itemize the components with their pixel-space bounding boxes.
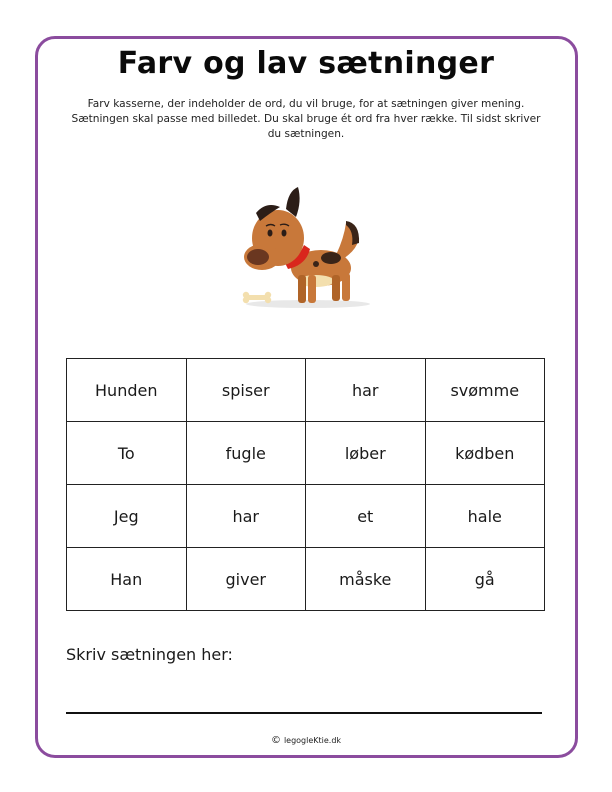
instructions-text: Farv kasserne, der indeholder de ord, du vil bruge, for at sætningen giver mening. Sætningen skal passe med billedet. Du skal bruge ét ord fra hver række. Til sidst skriver du sætningen. xyxy=(71,98,541,140)
footer xyxy=(0,735,612,746)
dog-leg xyxy=(332,275,340,301)
dog-spot xyxy=(321,252,341,264)
word-cell[interactable]: løber xyxy=(306,422,426,485)
word-cell[interactable]: gå xyxy=(425,548,545,611)
word-cell[interactable]: svømme xyxy=(425,359,545,422)
word-cell[interactable]: måske xyxy=(306,548,426,611)
word-row xyxy=(67,422,545,485)
word-cell[interactable]: kødben xyxy=(425,422,545,485)
word-row xyxy=(67,359,545,422)
word-cell[interactable]: Hunden xyxy=(67,359,187,422)
word-row xyxy=(67,485,545,548)
dog-leg xyxy=(342,273,350,301)
dog-illustration xyxy=(236,183,376,313)
word-row xyxy=(67,548,545,611)
worksheet-title: Farv og lav sætninger xyxy=(117,46,495,81)
word-cell[interactable]: giver xyxy=(186,548,306,611)
word-cell[interactable]: Han xyxy=(67,548,187,611)
bone-icon xyxy=(243,292,271,303)
word-grid xyxy=(66,358,545,611)
ground-shadow xyxy=(246,300,370,308)
footer-site: legogleKtie.dk xyxy=(283,736,342,745)
dog-nose xyxy=(247,249,269,265)
copyright-icon: © xyxy=(270,735,281,746)
word-cell[interactable]: Jeg xyxy=(67,485,187,548)
word-cell[interactable]: har xyxy=(306,359,426,422)
dog-leg xyxy=(298,275,306,303)
dog-eye xyxy=(268,230,273,237)
dog-leg xyxy=(308,275,316,303)
write-prompt: Skriv sætningen her: xyxy=(66,645,233,664)
word-cell[interactable]: fugle xyxy=(186,422,306,485)
word-cell[interactable]: har xyxy=(186,485,306,548)
word-cell[interactable]: hale xyxy=(425,485,545,548)
word-cell[interactable]: spiser xyxy=(186,359,306,422)
word-cell[interactable]: To xyxy=(67,422,187,485)
word-cell[interactable]: et xyxy=(306,485,426,548)
dog-eye xyxy=(282,230,287,237)
answer-line[interactable] xyxy=(66,712,542,714)
